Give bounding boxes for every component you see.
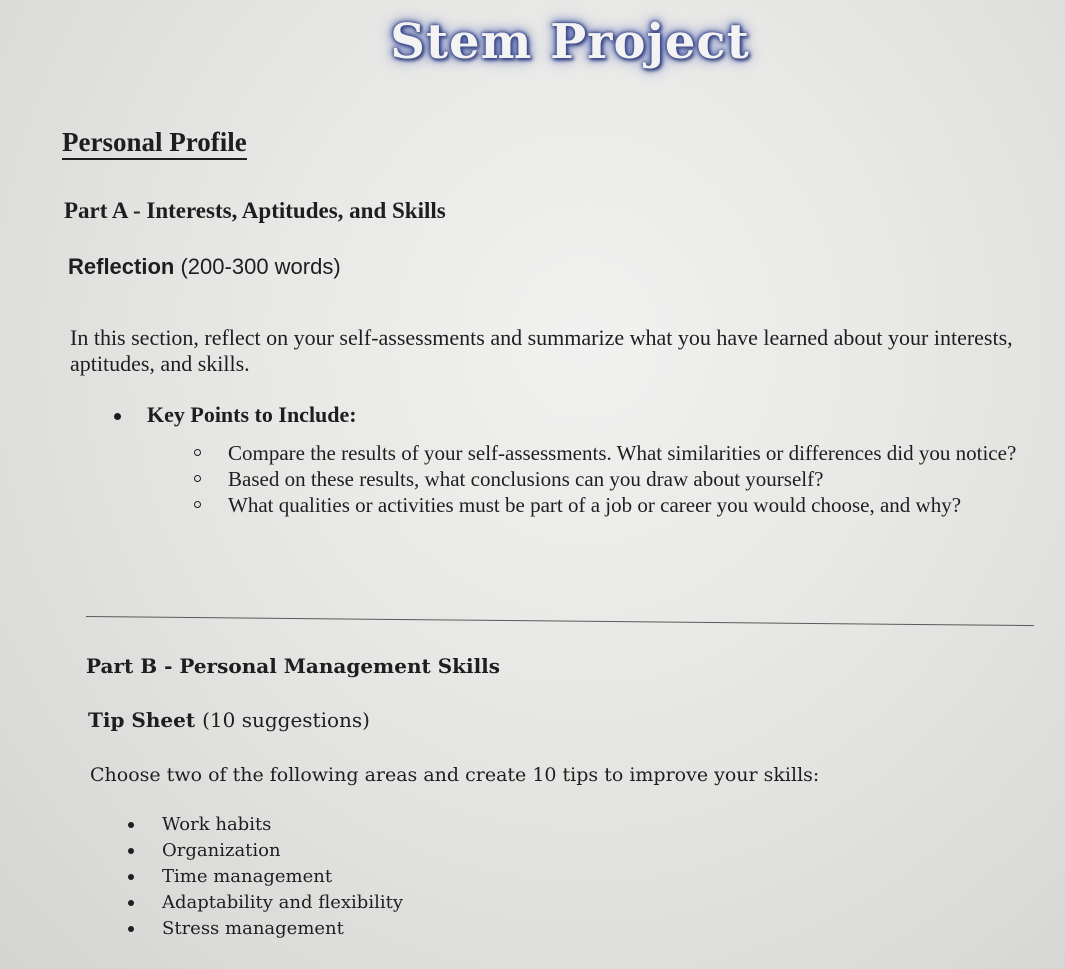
reflection-heading <box>68 254 341 280</box>
list-item <box>128 916 403 942</box>
part-b-instructions: Choose two of the following areas and create 10 tips to improve your skills: <box>90 764 820 786</box>
key-points-item <box>114 402 357 428</box>
skill-area-text: Adaptability and flexibility <box>162 892 403 913</box>
skill-area-text: Organization <box>162 840 281 861</box>
skill-area-text: Work habits <box>162 814 272 835</box>
key-points-list <box>190 440 1040 518</box>
bullet-icon <box>114 413 121 420</box>
hollow-bullet-icon <box>194 449 201 456</box>
part-a-heading: Part A - Interests, Aptitudes, and Skills <box>64 198 446 223</box>
bullet-icon <box>128 926 134 932</box>
part-b-heading: Part B - Personal Management Skills <box>86 654 501 678</box>
skill-area-text: Time management <box>162 866 333 887</box>
bullet-icon <box>128 874 134 880</box>
reflection-label: Reflection <box>68 254 175 279</box>
skill-areas-list <box>128 812 403 942</box>
bullet-icon <box>128 822 134 828</box>
skill-area-text: Stress management <box>162 918 344 939</box>
section-divider <box>86 616 1034 626</box>
key-point-text: What qualities or activities must be part of a job or career you would choose, and why? <box>228 493 962 517</box>
tip-sheet-label: Tip Sheet <box>88 708 196 732</box>
key-point-text: Compare the results of your self-assessments. What similarities or differences did you notice? <box>228 441 1017 465</box>
bullet-icon <box>128 848 134 854</box>
key-point-text: Based on these results, what conclusions can you draw about yourself? <box>228 467 824 491</box>
list-item <box>128 864 403 890</box>
list-item <box>190 466 1040 492</box>
key-points-label: Key Points to Include: <box>147 402 357 427</box>
tip-sheet-count: (10 suggestions) <box>202 708 370 732</box>
bullet-icon <box>128 900 134 906</box>
tip-sheet-heading <box>88 708 370 732</box>
section-title: Personal Profile <box>62 126 247 160</box>
part-a-instructions: In this section, reflect on your self-assessments and summarize what you have learned about your interests, aptitudes, and skills. <box>70 325 1013 376</box>
hollow-bullet-icon <box>194 475 201 482</box>
reflection-word-count: (200-300 words) <box>180 254 341 279</box>
list-item <box>128 890 403 916</box>
list-item <box>190 440 1040 466</box>
hollow-bullet-icon <box>194 501 201 508</box>
list-item <box>190 492 1040 518</box>
list-item <box>128 812 403 838</box>
list-item <box>128 838 403 864</box>
page-title: Stem Project <box>390 14 750 70</box>
